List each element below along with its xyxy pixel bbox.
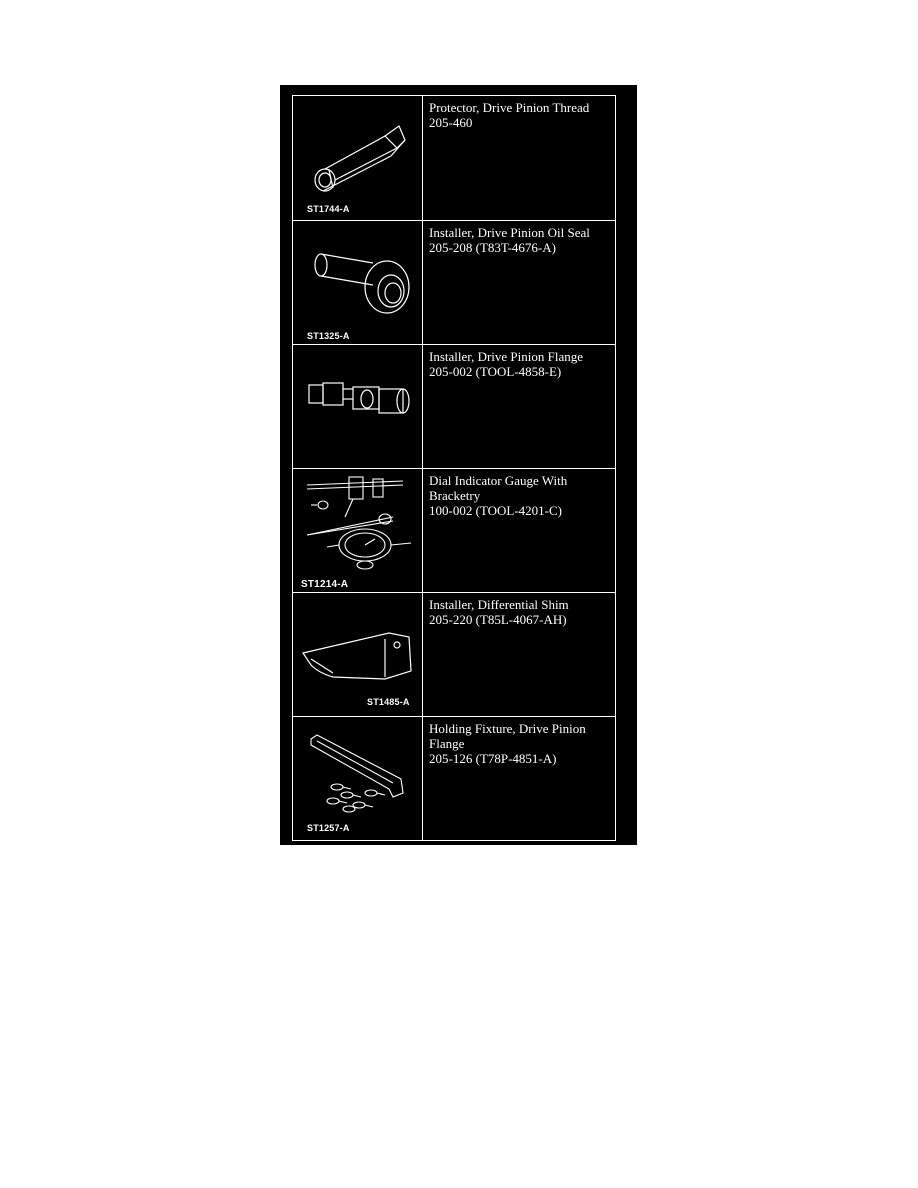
tool-name-line: Installer, Drive Pinion Oil Seal	[429, 225, 590, 240]
tool-name-line: Holding Fixture, Drive Pinion	[429, 721, 586, 736]
tool-description	[429, 721, 613, 766]
tool-name-line: Protector, Drive Pinion Thread	[429, 100, 590, 115]
tool-row	[293, 592, 615, 716]
tool-row	[293, 716, 615, 840]
tool-illustration-cell	[293, 469, 423, 592]
tool-row	[293, 468, 615, 592]
tool-description	[429, 349, 613, 379]
tool-number: 205-126 (T78P-4851-A)	[429, 751, 557, 766]
tool-number: 205-002 (TOOL-4858-E)	[429, 364, 562, 379]
dial-indicator-illustration	[293, 469, 423, 593]
illustration-code: ST1214-A	[301, 579, 349, 590]
tool-description	[429, 473, 613, 518]
illustration-code: ST1485-A	[367, 697, 410, 707]
special-tools-table	[292, 95, 616, 841]
tool-illustration-cell	[293, 717, 423, 840]
tool-number: 205-460	[429, 115, 473, 130]
tool-row	[293, 96, 615, 220]
illustration-code: ST1257-A	[307, 823, 350, 833]
tool-description	[429, 597, 613, 627]
tool-row	[293, 344, 615, 468]
oil-seal-installer-illustration	[293, 221, 423, 345]
thread-protector-illustration	[293, 96, 423, 220]
tool-illustration-cell	[293, 593, 423, 716]
tool-row	[293, 220, 615, 344]
tool-number: 205-208 (T83T-4676-A)	[429, 240, 556, 255]
special-tools-sheet	[280, 85, 637, 845]
illustration-code: ST1325-A	[307, 331, 350, 341]
tool-name-line: Installer, Differential Shim	[429, 597, 569, 612]
tool-name-line: Dial Indicator Gauge With	[429, 473, 568, 488]
flange-installer-illustration	[293, 345, 423, 469]
tool-illustration-cell	[293, 96, 423, 220]
tool-name-line: Bracketry	[429, 488, 481, 503]
illustration-code: ST1744-A	[307, 204, 350, 214]
tool-illustration-cell	[293, 221, 423, 344]
tool-illustration-cell	[293, 345, 423, 468]
tool-name-line: Flange	[429, 736, 465, 751]
tool-number: 205-220 (T85L-4067-AH)	[429, 612, 567, 627]
tool-description	[429, 225, 613, 255]
tool-number: 100-002 (TOOL-4201-C)	[429, 503, 562, 518]
tool-description	[429, 100, 613, 130]
tool-name-line: Installer, Drive Pinion Flange	[429, 349, 584, 364]
